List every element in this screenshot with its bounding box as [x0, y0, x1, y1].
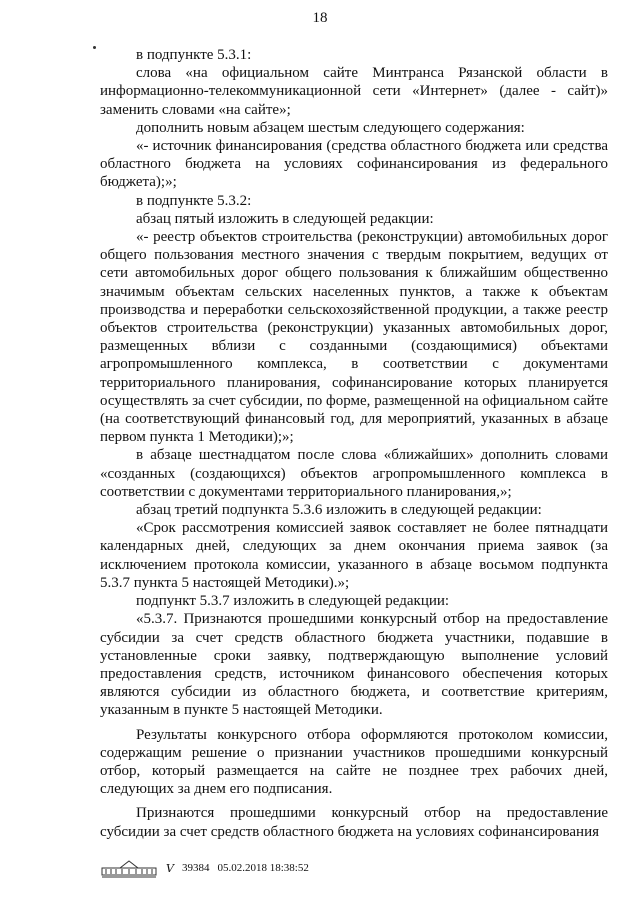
paragraph: дополнить новым абзацем шестым следующего содержания: [136, 119, 525, 136]
paragraph: абзац третий подпункта 5.3.6 изложить в следующей редакции: [136, 502, 542, 519]
paragraph: Результаты конкурсного отбора оформляются протоколом комиссии, содержащим решение о признании участников прошедшими конкурсный отбор, который размещается на сайте не позднее трех рабочих дней, следующих за днем его подписания. [100, 726, 608, 798]
scan-speck [93, 46, 96, 49]
building-logo-icon [100, 858, 158, 878]
paragraph: подпункт 5.3.7 изложить в следующей редакции: [136, 593, 450, 610]
paragraph: Признаются прошедшими конкурсный отбор на предоставление субсидии за счет средств областного бюджета на условиях софинансирования [100, 805, 608, 840]
paragraph: в абзаце шестнадцатом после слова «ближайших» дополнить словами «созданных (создающихся) объектов агропромышленного комплекса в соответствии с документами территориального планирования,»; [100, 447, 608, 500]
registration-code: 39384 [181, 862, 210, 874]
paragraph: слова «на официальном сайте Минтранса Рязанской области в информационно-телекоммуникационной сети «Интернет» (далее - сайт)» заменить словами «на сайте»; [100, 65, 608, 118]
paragraph: в подпункте 5.3.2: [136, 192, 252, 209]
page-number: 18 [312, 10, 328, 26]
footer [100, 858, 309, 878]
paragraph: «5.3.7. Признаются прошедшими конкурсный отбор на предоставление субсидии за счет средств областного бюджета участники, подавшие в установленные сроки заявку, подтверждающую выполнение условий предоставления средств, источником финансового обеспечения которых являются субсидии из областного бюджета, и соответствие критериям, указанным в пункте 5 настоящей Методики. [100, 611, 608, 719]
document-body [100, 46, 608, 841]
registration-mark-icon: 𝑉 [166, 862, 174, 875]
paragraph: абзац пятый изложить в следующей редакции: [136, 210, 434, 227]
paragraph: в подпункте 5.3.1: [136, 47, 252, 63]
paragraph: «Срок рассмотрения комиссией заявок составляет не более пятнадцати календарных дней, следующих за днем окончания приема заявок (за исключением протокола комиссии, указанного в абзаце восьмом подпункта 5.3.7 пункта 5 настоящей Методики).»; [100, 520, 608, 591]
registration-timestamp: 05.02.2018 18:38:52 [217, 862, 309, 874]
paragraph: «- источник финансирования (средства областного бюджета или средства областного бюджета на условиях софинансирования из федерального бюджета);»; [100, 138, 608, 191]
paragraph: «- реестр объектов строительства (реконструкции) автомобильных дорог общего пользования местного значения с твердым покрытием, ведущих от сети автомобильных дорог общего пользования к ближайшим общественно значимым объектам сельских населенных пунктов, а также к объектам производства и переработки сельскохозяйственной продукции, а также реестр объектов строительства (реконструкции) указанных автомобильных дорог, размещенных вблизи с созданными (создающимися) объектами агропромышленного комплекса, в соответствии с документами территориального планирования, софинансирование которых планируется осуществлять за счет субсидии, по форме, размещенной на официальном сайте (на соответствующий финансовый год, для мероприятий, указанных в абзаце первом пункта 1 Методики);»; [100, 229, 608, 446]
